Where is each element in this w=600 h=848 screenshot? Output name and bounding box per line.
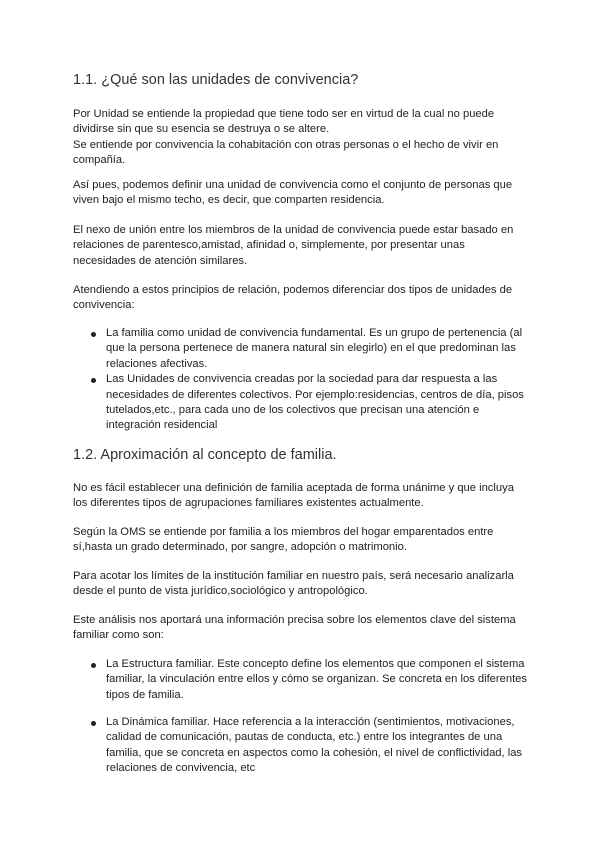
bullet-icon bbox=[91, 721, 96, 726]
paragraph-analisis: Este análisis nos aportará una información precisa sobre los elementos clave del sistema familiar como son: bbox=[73, 614, 516, 642]
paragraph-oms: Según la OMS se entiende por familia a los miembros del hogar emparentados entre sí,hasta un grado determinado, por sangre, adopción o matrimonio. bbox=[73, 526, 494, 554]
paragraph-unidad-convivencia: Así pues, podemos definir una unidad de convivencia como el conjunto de personas que viven bajo el mismo techo, es decir, que comparten residencia. bbox=[73, 179, 513, 207]
paragraph-definicion-convivencia: Se entiende por convivencia la cohabitación con otras personas o el hecho de vivir en compañía. bbox=[73, 139, 499, 167]
family-elements-list-2 bbox=[73, 715, 533, 777]
section-heading-unidades: 1.1. ¿Qué son las unidades de convivencia? bbox=[73, 72, 359, 88]
paragraph-principios-relacion: Atendiendo a estos principios de relación, podemos diferenciar dos tipos de unidades de convivencia: bbox=[73, 284, 513, 312]
list-item-text: Las Unidades de convivencia creadas por la sociedad para dar respuesta a las necesidades de diferentes colectivos. Por ejemplo:residencias, centros de día, pisos tutelados,etc., para cada uno de los colectivos que precisan una atención e integración residencial bbox=[106, 373, 524, 432]
bullet-icon bbox=[91, 663, 96, 668]
paragraph-limites: Para acotar los límites de la institución familiar en nuestro país, será necesario analizarla desde el punto de vista jurídico,sociológico y antropológico. bbox=[73, 570, 514, 598]
bullet-icon bbox=[91, 378, 96, 383]
list-item bbox=[73, 657, 533, 703]
list-item-text: La Dinámica familiar. Hace referencia a la interacción (sentimientos, motivaciones, calidad de comunicación, pautas de conducta, etc.) entre los integrantes de una familia, que se concreta en aspectos como la cohesión, el nivel de conflictividad, las relaciones de convivencia, etc bbox=[106, 716, 523, 775]
paragraph-nexo-union: El nexo de unión entre los miembros de la unidad de convivencia puede estar basado en relaciones de parentesco,amistad, afinidad o, simplemente, por presentar unas necesidades de atención similares. bbox=[73, 224, 514, 267]
list-item bbox=[73, 715, 533, 777]
list-item bbox=[73, 372, 533, 434]
list-item-text: La familia como unidad de convivencia fundamental. Es un grupo de pertenencia (al que la persona pertenece de manera natural sin elegirlo) en el que predominan las relaciones afectivas. bbox=[106, 327, 523, 370]
paragraph-definicion-familia: No es fácil establecer una definición de familia aceptada de forma unánime y que incluya los diferentes tipos de agrupaciones familiares existentes actualmente. bbox=[73, 482, 514, 510]
section-heading-familia: 1.2. Aproximación al concepto de familia. bbox=[73, 447, 337, 463]
family-elements-list-1 bbox=[73, 657, 533, 703]
bullet-icon bbox=[91, 332, 96, 337]
list-item bbox=[73, 326, 533, 372]
unit-types-list bbox=[73, 326, 533, 434]
paragraph-definicion-unidad: Por Unidad se entiende la propiedad que tiene todo ser en virtud de la cual no puede dividirse sin que su esencia se destruya o se altere. bbox=[73, 108, 495, 136]
list-item-text: La Estructura familiar. Este concepto define los elementos que componen el sistema familiar, la vinculación entre ellos y cómo se organizan. Se concreta en los diferentes tipos de familia. bbox=[106, 658, 527, 701]
